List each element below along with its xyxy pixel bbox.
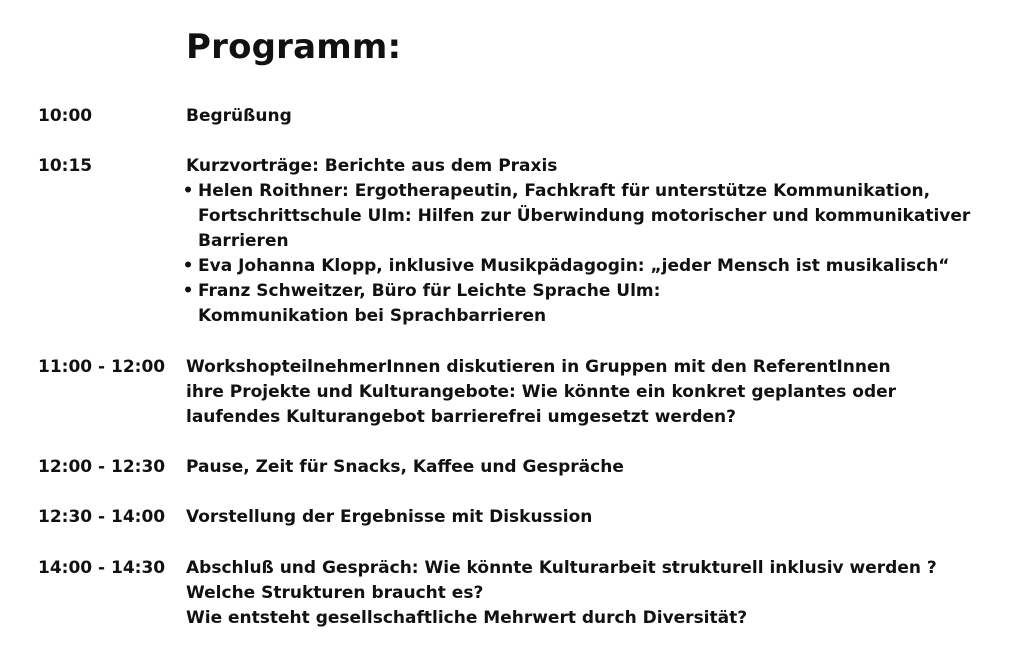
speaker-line: Franz Schweitzer, Büro für Leichte Sprache Ulm: xyxy=(198,281,661,301)
program-description-line: Kurzvorträge: Berichte aus dem Praxis xyxy=(186,156,558,176)
speaker-line: Fortschrittschule Ulm: Hilfen zur Überwindung motorischer und kommunikativer xyxy=(198,206,971,226)
program-content xyxy=(186,556,937,631)
bullet-icon: • xyxy=(182,256,194,276)
program-description-line: laufendes Kulturangebot barrierefrei umgesetzt werden? xyxy=(186,407,736,427)
program-description-line: Vorstellung der Ergebnisse mit Diskussion xyxy=(186,507,593,527)
bullet-icon: • xyxy=(182,281,194,301)
speaker-list-item xyxy=(182,179,971,254)
program-time: 14:00 - 14:30 xyxy=(38,558,166,578)
program-content xyxy=(186,104,292,129)
bullet-icon: • xyxy=(182,181,194,201)
program-description-line: Abschluß und Gespräch: Wie könnte Kulturarbeit strukturell inklusiv werden ? xyxy=(186,558,937,578)
program-time: 12:30 - 14:00 xyxy=(38,507,166,527)
program-time: 10:15 xyxy=(38,156,93,176)
program-time: 10:00 xyxy=(38,106,93,126)
speaker-line: Barrieren xyxy=(198,231,289,251)
program-description-line: Begrüßung xyxy=(186,106,292,126)
program-time: 12:00 - 12:30 xyxy=(38,457,166,477)
speaker-line: Kommunikation bei Sprachbarrieren xyxy=(198,306,547,326)
program-content xyxy=(186,505,592,530)
program-content xyxy=(186,455,624,480)
speaker-list xyxy=(182,179,971,329)
program-description-line: Pause, Zeit für Snacks, Kaffee und Gespräche xyxy=(186,457,624,477)
program-content xyxy=(182,154,971,329)
program-description-line: ihre Projekte und Kulturangebote: Wie könnte ein konkret geplantes oder xyxy=(186,382,897,402)
program-description-line: Welche Strukturen braucht es? xyxy=(186,583,484,603)
program-description-line: WorkshopteilnehmerInnen diskutieren in Gruppen mit den ReferentInnen xyxy=(186,357,891,377)
program-time: 11:00 - 12:00 xyxy=(38,357,166,377)
program-description-line: Wie entsteht gesellschaftliche Mehrwert durch Diversität? xyxy=(186,608,748,628)
speaker-line: Helen Roithner: Ergotherapeutin, Fachkraft für unterstütze Kommunikation, xyxy=(198,181,931,201)
speaker-list-item xyxy=(182,279,970,329)
program-content xyxy=(186,355,896,430)
speaker-list-item xyxy=(182,254,970,279)
speaker-line: Eva Johanna Klopp, inklusive Musikpädagogin: „jeder Mensch ist musikalisch“ xyxy=(198,256,950,276)
page-title: Programm: xyxy=(186,27,402,67)
